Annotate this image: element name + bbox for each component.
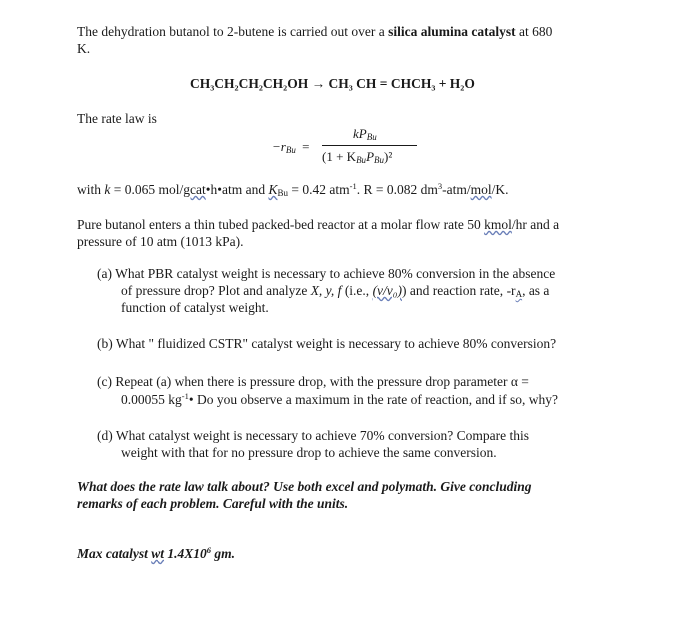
question-d-line-2: weight with that for no pressure drop to achieve the same conversion. [121, 445, 497, 460]
max-catalyst-note: Max catalyst wt $1.4X10^6$ gm. [77, 545, 236, 561]
question-a-line-2: of pressure drop? Plot and analyze X, y, f (i.e., (v/v₀)) and reaction rate, $-r_A$, as a [121, 283, 550, 299]
remarks-line-1: What does the rate law talk about? Use both excel and polymath. Give concluding [77, 479, 532, 494]
rate-law-lhs: $-r_{Bu}$ = [272, 139, 310, 155]
constants-line: with k = 0.065 mol/gcat•h•atm and $K_{Bu} = 0.42$ atm$^{-1}$. R = 0.082 $dm^3-atm/mol/K$. [77, 181, 509, 198]
intro-line-1 [77, 24, 552, 40]
fraction-bar [322, 145, 417, 146]
question-c-line-1: (c) Repeat (a) when there is pressure drop, with the pressure drop parameter α = [97, 374, 529, 389]
feed-line-1: Pure butanol enters a thin tubed packed-bed reactor at a molar flow rate 50 kmol/hr and a [77, 217, 560, 232]
intro-line-2: K. [77, 41, 91, 56]
reaction-reactant: CH₃CH₂CH₂CH₂OH [190, 76, 309, 91]
question-b-line: (b) What " fluidized CSTR" catalyst weight is necessary to achieve 80% conversion? [97, 336, 557, 351]
reaction-arrow: → [311, 76, 326, 91]
question-c-label: (c) [97, 374, 112, 389]
question-d-line-1: (d) What catalyst weight is necessary to achieve 70% conversion? Compare this [97, 428, 530, 443]
remarks-line-2: remarks of each problem. Careful with the units. [77, 496, 349, 511]
question-b-label: (b) [97, 336, 113, 351]
rate-law-denominator: $(1 + K_{Bu}P_{Bu})^2$ [322, 149, 393, 165]
question-a-line-3: function of catalyst weight. [121, 300, 269, 315]
intro-text: The dehydration butanol to 2-butene is carried out over a [77, 24, 389, 39]
question-d-label: (d) [97, 428, 113, 443]
catalyst-name: silica alumina catalyst [388, 24, 516, 39]
feed-line-2: pressure of 10 atm (1013 kPa). [77, 234, 244, 249]
question-c-line-2: 0.00055 $kg^{-1}•$ Do you observe a maximum in the rate of reaction, and if so, why? [121, 391, 558, 407]
question-a-line-1: (a) What PBR catalyst weight is necessary to achieve 80% conversion in the absence [97, 266, 556, 281]
reaction-products: CH₃ CH = CHCH₃ + H₂O [328, 76, 475, 91]
rate-law-numerator: $kP_{Bu}$ [353, 126, 377, 142]
rate-law-label: The rate law is [77, 111, 157, 126]
reaction-equation [190, 76, 475, 92]
intro-temp: at 680 [515, 24, 553, 39]
question-a-label: (a) [97, 266, 112, 281]
